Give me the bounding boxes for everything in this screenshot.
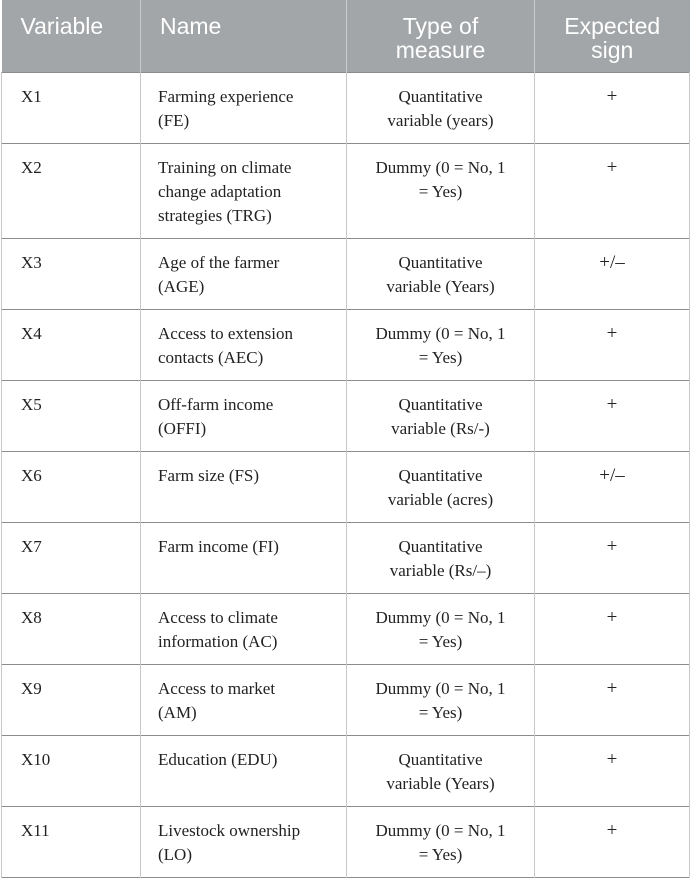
table-row	[2, 593, 690, 664]
table-row	[2, 72, 690, 143]
cell-name-text: information (AC)	[158, 631, 278, 651]
cell-name-text: Access to extension	[158, 323, 294, 343]
table-row	[2, 309, 690, 380]
cell-name	[141, 309, 347, 380]
cell-variable	[2, 72, 141, 143]
cell-type-of-measure-text: Dummy (0 = No, 1	[375, 820, 506, 840]
header-type-line2: measure	[395, 37, 486, 63]
cell-variable-text: X11	[21, 820, 50, 840]
cell-expected-sign-text: +/–	[599, 464, 625, 486]
cell-name-text: Age of the farmer	[158, 252, 280, 272]
header-expected-sign	[535, 0, 690, 72]
cell-expected-sign	[535, 380, 690, 451]
cell-variable	[2, 806, 141, 877]
cell-type-of-measure-text: variable (Rs/-)	[391, 418, 490, 438]
cell-type-of-measure-text: variable (Rs/–)	[389, 560, 492, 580]
cell-name	[141, 143, 347, 238]
cell-variable-text: X6	[21, 465, 42, 485]
cell-type-of-measure	[347, 380, 535, 451]
cell-name-text: Farm income (FI)	[158, 536, 279, 556]
cell-expected-sign	[535, 593, 690, 664]
cell-name-text: Access to climate	[158, 607, 278, 627]
cell-expected-sign	[535, 143, 690, 238]
cell-name	[141, 380, 347, 451]
cell-type-of-measure-text: = Yes)	[418, 844, 463, 864]
cell-expected-sign-text: +	[606, 677, 618, 699]
cell-expected-sign	[535, 72, 690, 143]
cell-type-of-measure-text: variable (Years)	[386, 773, 495, 793]
cell-variable-text: X5	[21, 394, 42, 414]
cell-name-text: change adaptation	[158, 181, 282, 201]
cell-variable	[2, 735, 141, 806]
cell-expected-sign	[535, 238, 690, 309]
table-row	[2, 451, 690, 522]
cell-variable-text: X8	[21, 607, 42, 627]
cell-expected-sign	[535, 522, 690, 593]
cell-type-of-measure-text: = Yes)	[418, 347, 463, 367]
cell-expected-sign-text: +	[606, 156, 618, 178]
cell-type-of-measure	[347, 522, 535, 593]
cell-type-of-measure-text: variable (acres)	[387, 489, 494, 509]
cell-expected-sign-text: +/–	[599, 251, 625, 273]
table-row	[2, 522, 690, 593]
cell-variable	[2, 451, 141, 522]
cell-name-text: Off-farm income	[158, 394, 274, 414]
cell-variable	[2, 309, 141, 380]
cell-variable-text: X7	[21, 536, 42, 556]
cell-variable-text: X4	[21, 323, 42, 343]
cell-name-text: (AM)	[158, 702, 197, 722]
header-type-of-measure	[347, 0, 535, 72]
cell-name	[141, 593, 347, 664]
cell-expected-sign-text: +	[606, 748, 618, 770]
table-row	[2, 238, 690, 309]
cell-variable	[2, 143, 141, 238]
cell-name-text: (FE)	[158, 110, 190, 130]
variables-table	[1, 0, 690, 878]
header-sign-line2: sign	[591, 37, 634, 63]
cell-variable	[2, 593, 141, 664]
cell-type-of-measure-text: Dummy (0 = No, 1	[375, 157, 506, 177]
cell-type-of-measure-text: variable (Years)	[386, 276, 495, 296]
cell-type-of-measure-text: Quantitative	[398, 86, 483, 106]
cell-name-text: Training on climate	[158, 157, 292, 177]
cell-name	[141, 735, 347, 806]
cell-variable-text: X3	[21, 252, 42, 272]
cell-name-text: (OFFI)	[158, 418, 207, 438]
cell-expected-sign	[535, 664, 690, 735]
cell-type-of-measure-text: Quantitative	[398, 394, 483, 414]
table-body	[2, 72, 690, 877]
cell-expected-sign	[535, 735, 690, 806]
cell-name-text: Access to market	[158, 678, 276, 698]
header-type-line1: Type of	[402, 13, 479, 39]
cell-variable	[2, 238, 141, 309]
cell-name	[141, 806, 347, 877]
table-row	[2, 806, 690, 877]
cell-expected-sign-text: +	[606, 85, 618, 107]
cell-variable-text: X2	[21, 157, 42, 177]
table-header	[2, 0, 690, 72]
cell-type-of-measure-text: = Yes)	[418, 181, 463, 201]
cell-variable	[2, 380, 141, 451]
cell-type-of-measure	[347, 309, 535, 380]
cell-name	[141, 72, 347, 143]
cell-type-of-measure-text: = Yes)	[418, 631, 463, 651]
cell-variable-text: X10	[21, 749, 51, 769]
cell-type-of-measure-text: Dummy (0 = No, 1	[375, 323, 506, 343]
cell-name-text: (AGE)	[158, 276, 205, 296]
cell-name-text: Livestock ownership	[158, 820, 301, 840]
cell-variable-text: X9	[21, 678, 42, 698]
cell-type-of-measure-text: Quantitative	[398, 749, 483, 769]
header-name-label: Name	[160, 13, 222, 39]
cell-name-text: Education (EDU)	[158, 749, 278, 769]
cell-type-of-measure	[347, 451, 535, 522]
cell-name-text: (LO)	[158, 844, 192, 864]
cell-name	[141, 664, 347, 735]
cell-name-text: strategies (TRG)	[158, 205, 272, 225]
cell-variable-text: X1	[21, 86, 42, 106]
cell-name	[141, 522, 347, 593]
header-name	[141, 0, 347, 72]
cell-type-of-measure	[347, 72, 535, 143]
table-row	[2, 664, 690, 735]
table-row	[2, 143, 690, 238]
cell-name	[141, 238, 347, 309]
cell-type-of-measure-text: = Yes)	[418, 702, 463, 722]
table-row	[2, 735, 690, 806]
cell-name-text: Farm size (FS)	[158, 465, 260, 485]
cell-type-of-measure	[347, 238, 535, 309]
cell-expected-sign-text: +	[606, 819, 618, 841]
cell-type-of-measure-text: variable (years)	[387, 110, 494, 130]
cell-type-of-measure-text: Quantitative	[398, 465, 483, 485]
cell-expected-sign-text: +	[606, 535, 618, 557]
header-row	[2, 0, 690, 72]
cell-name	[141, 451, 347, 522]
cell-expected-sign	[535, 806, 690, 877]
cell-expected-sign-text: +	[606, 606, 618, 628]
cell-type-of-measure-text: Dummy (0 = No, 1	[375, 678, 506, 698]
cell-expected-sign-text: +	[606, 393, 618, 415]
cell-expected-sign	[535, 309, 690, 380]
cell-type-of-measure	[347, 664, 535, 735]
cell-type-of-measure-text: Quantitative	[398, 252, 483, 272]
header-variable	[2, 0, 141, 72]
cell-name-text: contacts (AEC)	[158, 347, 264, 367]
header-sign-line1: Expected	[564, 13, 661, 39]
cell-type-of-measure	[347, 593, 535, 664]
cell-type-of-measure-text: Quantitative	[398, 536, 483, 556]
cell-expected-sign-text: +	[606, 322, 618, 344]
cell-type-of-measure	[347, 143, 535, 238]
cell-type-of-measure-text: Dummy (0 = No, 1	[375, 607, 506, 627]
cell-variable	[2, 522, 141, 593]
header-variable-label: Variable	[20, 13, 104, 39]
cell-variable	[2, 664, 141, 735]
cell-type-of-measure	[347, 806, 535, 877]
cell-type-of-measure	[347, 735, 535, 806]
cell-expected-sign	[535, 451, 690, 522]
table-row	[2, 380, 690, 451]
cell-name-text: Farming experience	[158, 86, 294, 106]
